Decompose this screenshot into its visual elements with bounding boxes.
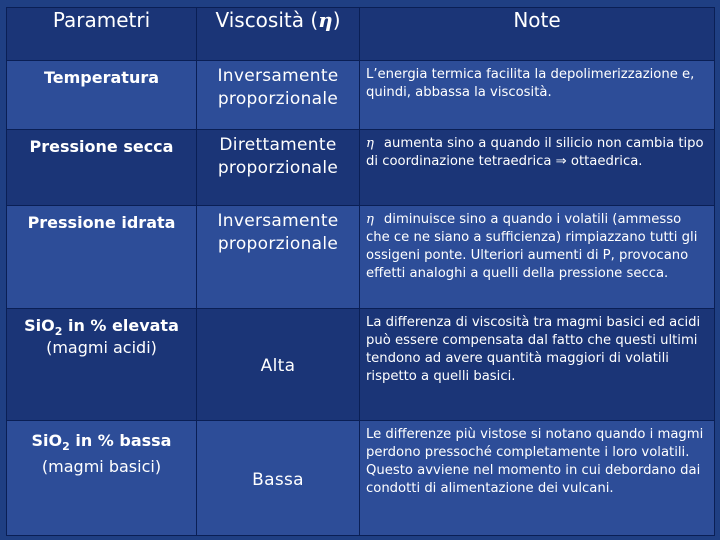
viscosity-line1: Direttamente (219, 135, 337, 155)
viscosity-cell (197, 206, 360, 309)
viscosity-line2: proporzionale (217, 234, 339, 254)
note-cell: Le differenze più vistose si notano quando i magmi perdono pressoché completamente i loro volatili. Questo avviene nel momento in cui debordano dai condotti di alimentazione dei vulcani. (360, 421, 715, 536)
sio2-sub: 2 (54, 325, 63, 339)
note-cell: L’energia termica facilita la depolimerizzazione e, quindi, abbassa la viscosità. (360, 61, 715, 130)
param-sio2-elevata (7, 309, 197, 421)
note-cell (360, 206, 715, 309)
eta-symbol: η (366, 212, 374, 227)
header-row (7, 8, 715, 61)
header-parametri: Parametri (7, 8, 197, 61)
viscosity-line1: Inversamente (217, 66, 339, 86)
header-viscosita-prefix: Viscosità ( (215, 8, 319, 32)
table-row (7, 206, 715, 309)
sio2-main: SiO (24, 316, 55, 335)
param-pressione-idrata: Pressione idrata (7, 206, 197, 309)
viscosity-line2: proporzionale (217, 158, 339, 178)
note-cell: La differenza di viscosità tra magmi basici ed acidi può essere compensata dal fatto che questi ultimi tendono ad avere quantità maggiori di volatili rispetto a quelli basici. (360, 309, 715, 421)
viscosity-cell (197, 130, 360, 206)
table-row (7, 421, 715, 536)
viscosity-cell (197, 61, 360, 130)
param-line2: (magmi basici) (41, 457, 162, 477)
table-row (7, 130, 715, 206)
note-text: diminuisce sino a quando i volatili (ammesso che ce ne siano a sufficienza) rimpiazzano tutti gli ossigeni ponte. Ulteriori aumenti di P, provocano effetti analoghi a quelli della pressione secca. (366, 212, 698, 281)
viscosity-cell: Bassa (197, 421, 360, 536)
viscosity-line1: Inversamente (217, 211, 339, 231)
header-viscosita-suffix: ) (332, 8, 341, 32)
viscosity-cell: Alta (197, 309, 360, 421)
eta-symbol: η (318, 8, 333, 32)
sio2-rest: in % elevata (62, 316, 179, 335)
viscosity-line2: proporzionale (217, 89, 339, 109)
table-row (7, 309, 715, 421)
sio2-formula (7, 431, 196, 453)
sio2-formula (7, 316, 196, 338)
header-viscosita (197, 8, 360, 61)
param-temperatura: Temperatura (7, 61, 197, 130)
sio2-sub: 2 (62, 440, 70, 454)
note-text: aumenta sino a quando il silicio non cambia tipo di coordinazione tetraedrica ⇒ ottaedrica. (366, 136, 704, 169)
param-pressione-secca: Pressione secca (7, 130, 197, 206)
viscosity-table (6, 7, 715, 536)
table-row (7, 61, 715, 130)
sio2-rest: in % bassa (69, 431, 172, 450)
param-sio2-bassa (7, 421, 197, 536)
note-cell (360, 130, 715, 206)
param-line2: (magmi acidi) (46, 338, 157, 358)
header-note: Note (360, 8, 715, 61)
eta-symbol: η (366, 136, 374, 151)
sio2-main: SiO (31, 431, 63, 450)
